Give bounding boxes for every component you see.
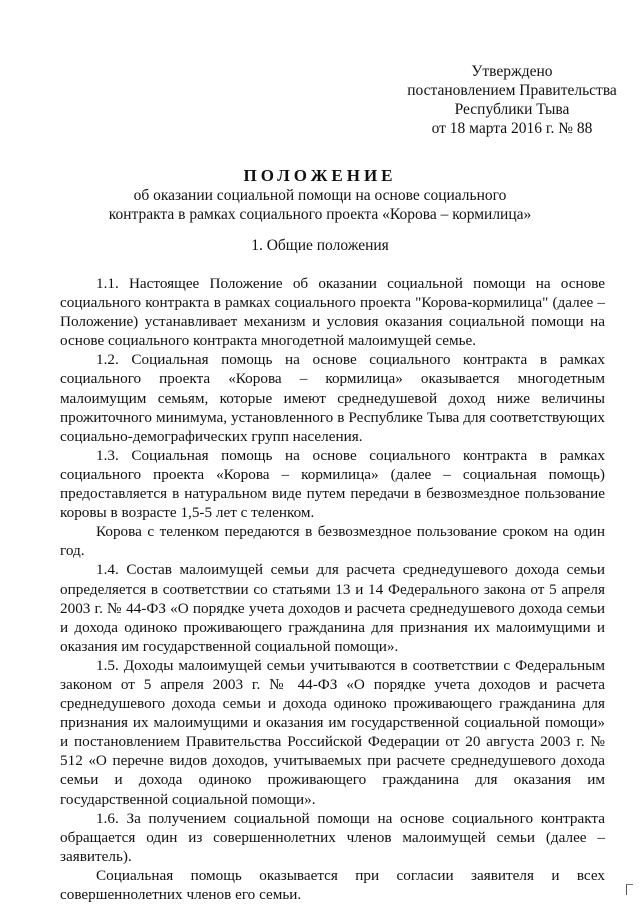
paragraph-1-1: 1.1. Настоящее Положение об оказании социальной помощи на основе социального контракта в рамках социального проекта "Корова-кормилица" (далее – Положение) устанавливает механизм и условия оказания социальной помощи на основе социального контракта многодетной малоимущей семье. xyxy=(60,275,605,350)
approval-line: Республики Тыва xyxy=(454,101,570,118)
approval-line: постановлением Правительства xyxy=(407,82,617,99)
document-body xyxy=(60,274,605,904)
paragraph-1-6-continued: Социальная помощь оказывается при согласии заявителя и всех совершеннолетних членов его семьи. xyxy=(60,866,605,903)
paragraph-1-5: 1.5. Доходы малоимущей семьи учитываются в соответствии с Федеральным законом от 5 апреля 2003 г. № 44-ФЗ «О порядке учета доходов и расчета среднедушевого дохода семьи и дохода одиноко проживающего гражданина для признания их малоимущими и оказания им государственной социальной помощи» и постановлением Правительства Российской Федерации от 20 августа 2003 г. № 512 «О перечне видов доходов, учитываемых при расчете среднедушевого дохода семьи и дохода одиноко проживающего гражданина для оказания им государственной социальной помощи». xyxy=(60,656,605,808)
document-subtitle-line: об оказании социальной помощи на основе социального xyxy=(133,187,507,204)
approval-date-line: от 18 марта 2016 г. № 88 xyxy=(431,120,593,137)
approval-line: Утверждено xyxy=(471,63,553,80)
document-heading xyxy=(60,165,580,224)
paragraph-1-4: 1.4. Состав малоимущей семьи для расчета среднедушевого дохода семьи определяется в соответствии со статьями 13 и 14 Федерального закона от 5 апреля 2003 г. № 44-ФЗ «О порядке учета доходов и расчета среднедушевого дохода семьи и дохода одиноко проживающего гражданина для признания их малоимущими и оказания им государственной социальной помощи». xyxy=(60,561,605,655)
paragraph-1-2: 1.2. Социальная помощь на основе социального контракта в рамках социального проекта «Корова – кормилица» оказывается многодетным малоимущим семьям, которые имеют среднедушевой доход ниже величины прожиточного минимума, установленного в Республике Тыва для соответствующих социально-демографических групп населения. xyxy=(60,351,605,445)
paragraph-1-6: 1.6. За получением социальной помощи на основе социального контракта обращается один из совершеннолетних членов малоимущей семьи (далее – заявитель). xyxy=(60,809,605,865)
document-title: ПОЛОЖЕНИЕ xyxy=(243,166,397,185)
scan-artifact xyxy=(626,884,633,895)
paragraph-1-3-continued: Корова с теленком передаются в безвозмездное пользование сроком на один год. xyxy=(60,523,605,560)
section-title: 1. Общие положения xyxy=(251,237,389,254)
paragraph-1-3: 1.3. Социальная помощь на основе социального контракта в рамках социального проекта «Корова – кормилица» (далее – социальная помощь) предоставляется в натуральном виде путем передачи в безвозмездное пользование коровы в возрасте 1,5-5 лет с теленком. xyxy=(60,446,605,522)
approval-stamp xyxy=(402,62,622,138)
document-subtitle-line: контракта в рамках социального проекта «Корова – кормилица» xyxy=(108,206,532,223)
